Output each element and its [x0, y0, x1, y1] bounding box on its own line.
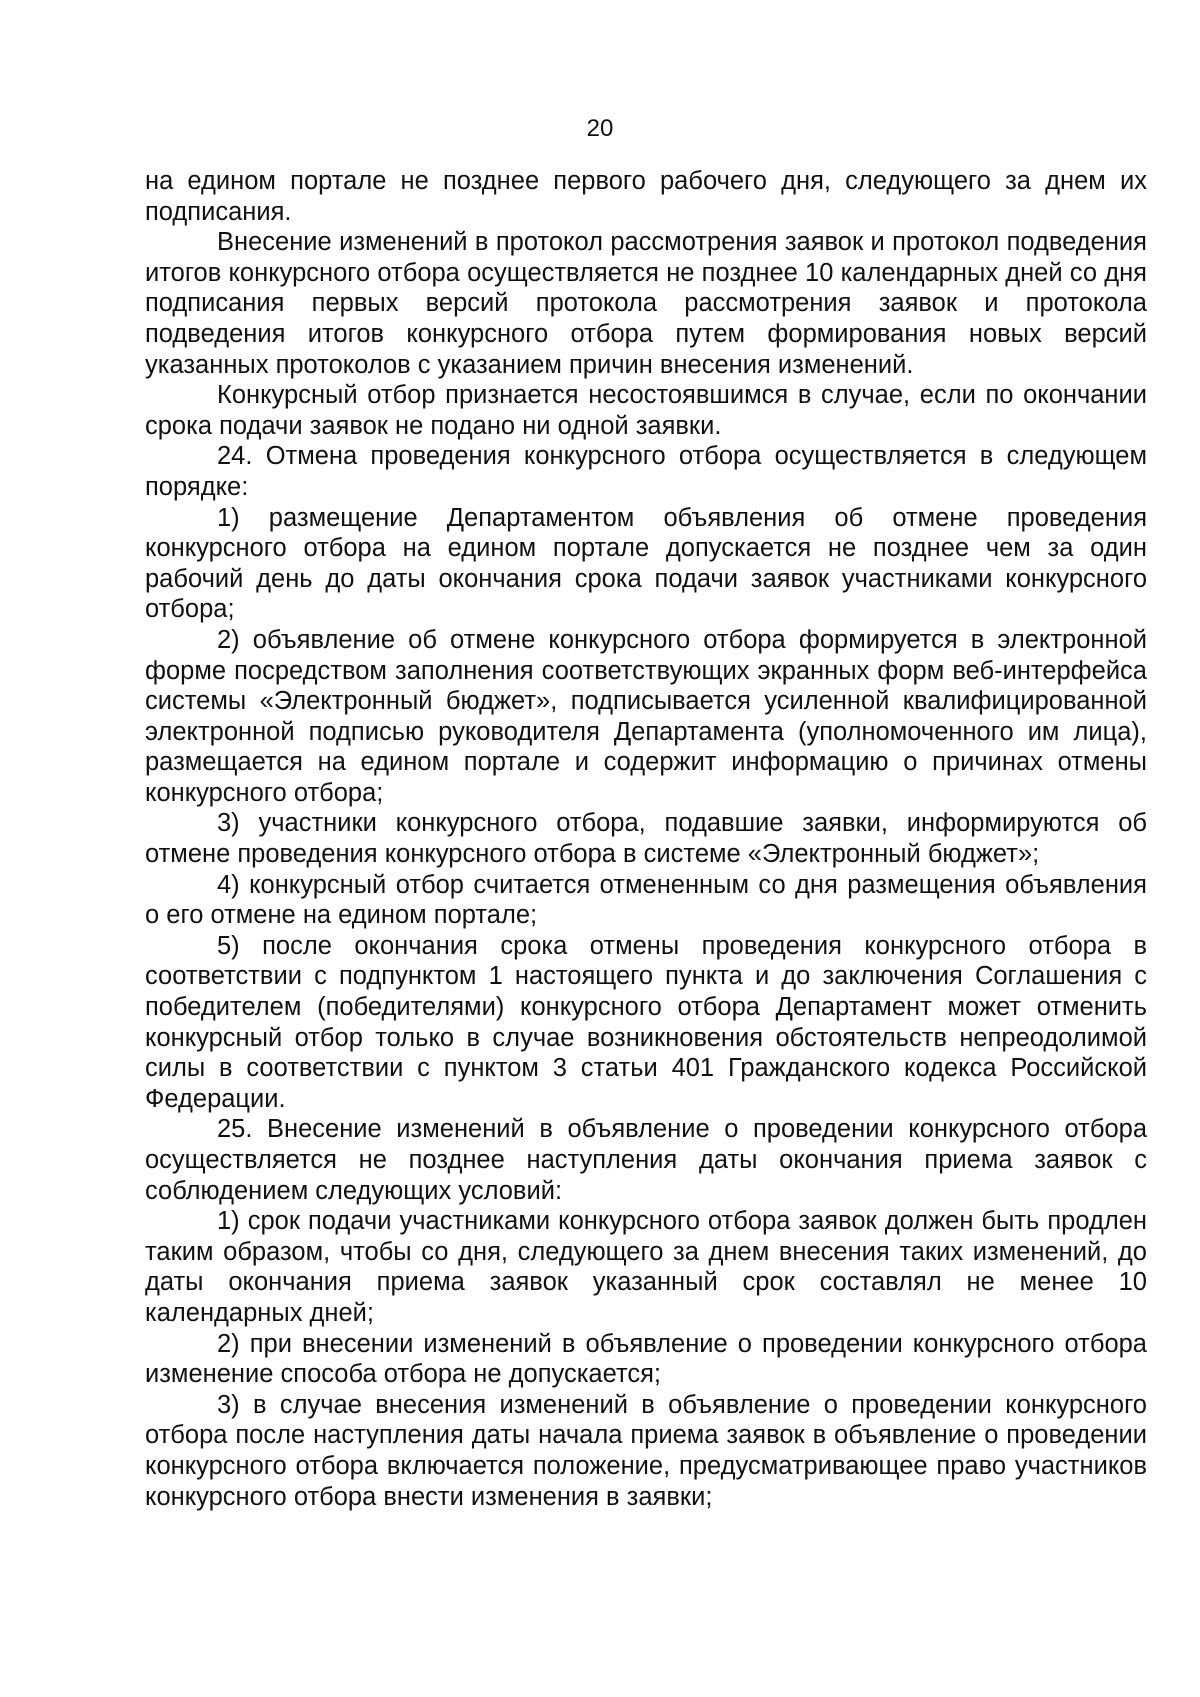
paragraph-item-24: 24. Отмена проведения конкурсного отбора осуществляется в следующем порядке:	[145, 442, 1147, 501]
paragraph-protocol-changes: Внесение изменений в протокол рассмотрения заявок и протокол подведения итогов конкурсного отбора осуществляется не позднее 10 календарных дней со дня подписания первых версий протокола рассмотрения заявок и протокола подведения итогов конкурсного отбора путем формирования новых версий указанных протоколов с указанием причин внесения изменений.	[145, 228, 1147, 379]
paragraph-item-25-1: 1) срок подачи участниками конкурсного отбора заявок должен быть продлен таким образом, чтобы со дня, следующего за днем внесения таких изменений, до даты окончания приема заявок указанный срок составлял не менее 10 календарных дней;	[145, 1207, 1147, 1327]
paragraph-item-25: 25. Внесение изменений в объявление о проведении конкурсного отбора осуществляется не позднее наступления даты окончания приема заявок с соблюдением следующих условий:	[145, 1115, 1147, 1205]
paragraph-item-24-3: 3) участники конкурсного отбора, подавшие заявки, информируются об отмене проведения конкурсного отбора в системе «Электронный бюджет»;	[145, 809, 1147, 869]
paragraph-item-25-2: 2) при внесении изменений в объявление о проведении конкурсного отбора изменение способа отбора не допускается;	[145, 1329, 1147, 1389]
paragraph-failed-selection: Конкурсный отбор признается несостоявшимся в случае, если по окончании срока подачи заявок не подано ни одной заявки.	[145, 381, 1147, 440]
paragraph-item-24-2: 2) объявление об отмене конкурсного отбора формируется в электронной форме посредством заполнения соответствующих экранных форм веб-интерфейса системы «Электронный бюджет», подписывается усиленной квалифицированной электронной подписью руководителя Департамента (уполномоченного им лица), размещается на едином портале и содержит информацию о причинах отмены конкурсного отбора;	[145, 625, 1147, 807]
paragraph-continuation: на едином портале не позднее первого рабочего дня, следующего за днем их подписания.	[145, 167, 1147, 226]
document-body	[145, 166, 1147, 1512]
paragraph-item-25-3: 3) в случае внесения изменений в объявление о проведении конкурсного отбора после наступления даты начала приема заявок в объявление о проведении конкурсного отбора включается положение, предусматривающее право участников конкурсного отбора внести изменения в заявки;	[145, 1390, 1147, 1511]
paragraph-item-24-4: 4) конкурсный отбор считается отмененным со дня размещения объявления о его отмене на едином портале;	[145, 870, 1147, 930]
page-number: 20	[586, 115, 614, 142]
paragraph-item-24-1: 1) размещение Департаментом объявления об отмене проведения конкурсного отбора на едином портале допускается не позднее чем за один рабочий день до даты окончания срока подачи заявок участниками конкурсного отбора;	[145, 503, 1147, 624]
paragraph-item-24-5: 5) после окончания срока отмены проведения конкурсного отбора в соответствии с подпунктом 1 настоящего пункта и до заключения Соглашения с победителем (победителями) конкурсного отбора Департамент может отменить конкурсный отбор только в случае возникновения обстоятельств непреодолимой силы в соответствии с пунктом 3 статьи 401 Гражданского кодекса Российской Федерации.	[145, 931, 1147, 1113]
